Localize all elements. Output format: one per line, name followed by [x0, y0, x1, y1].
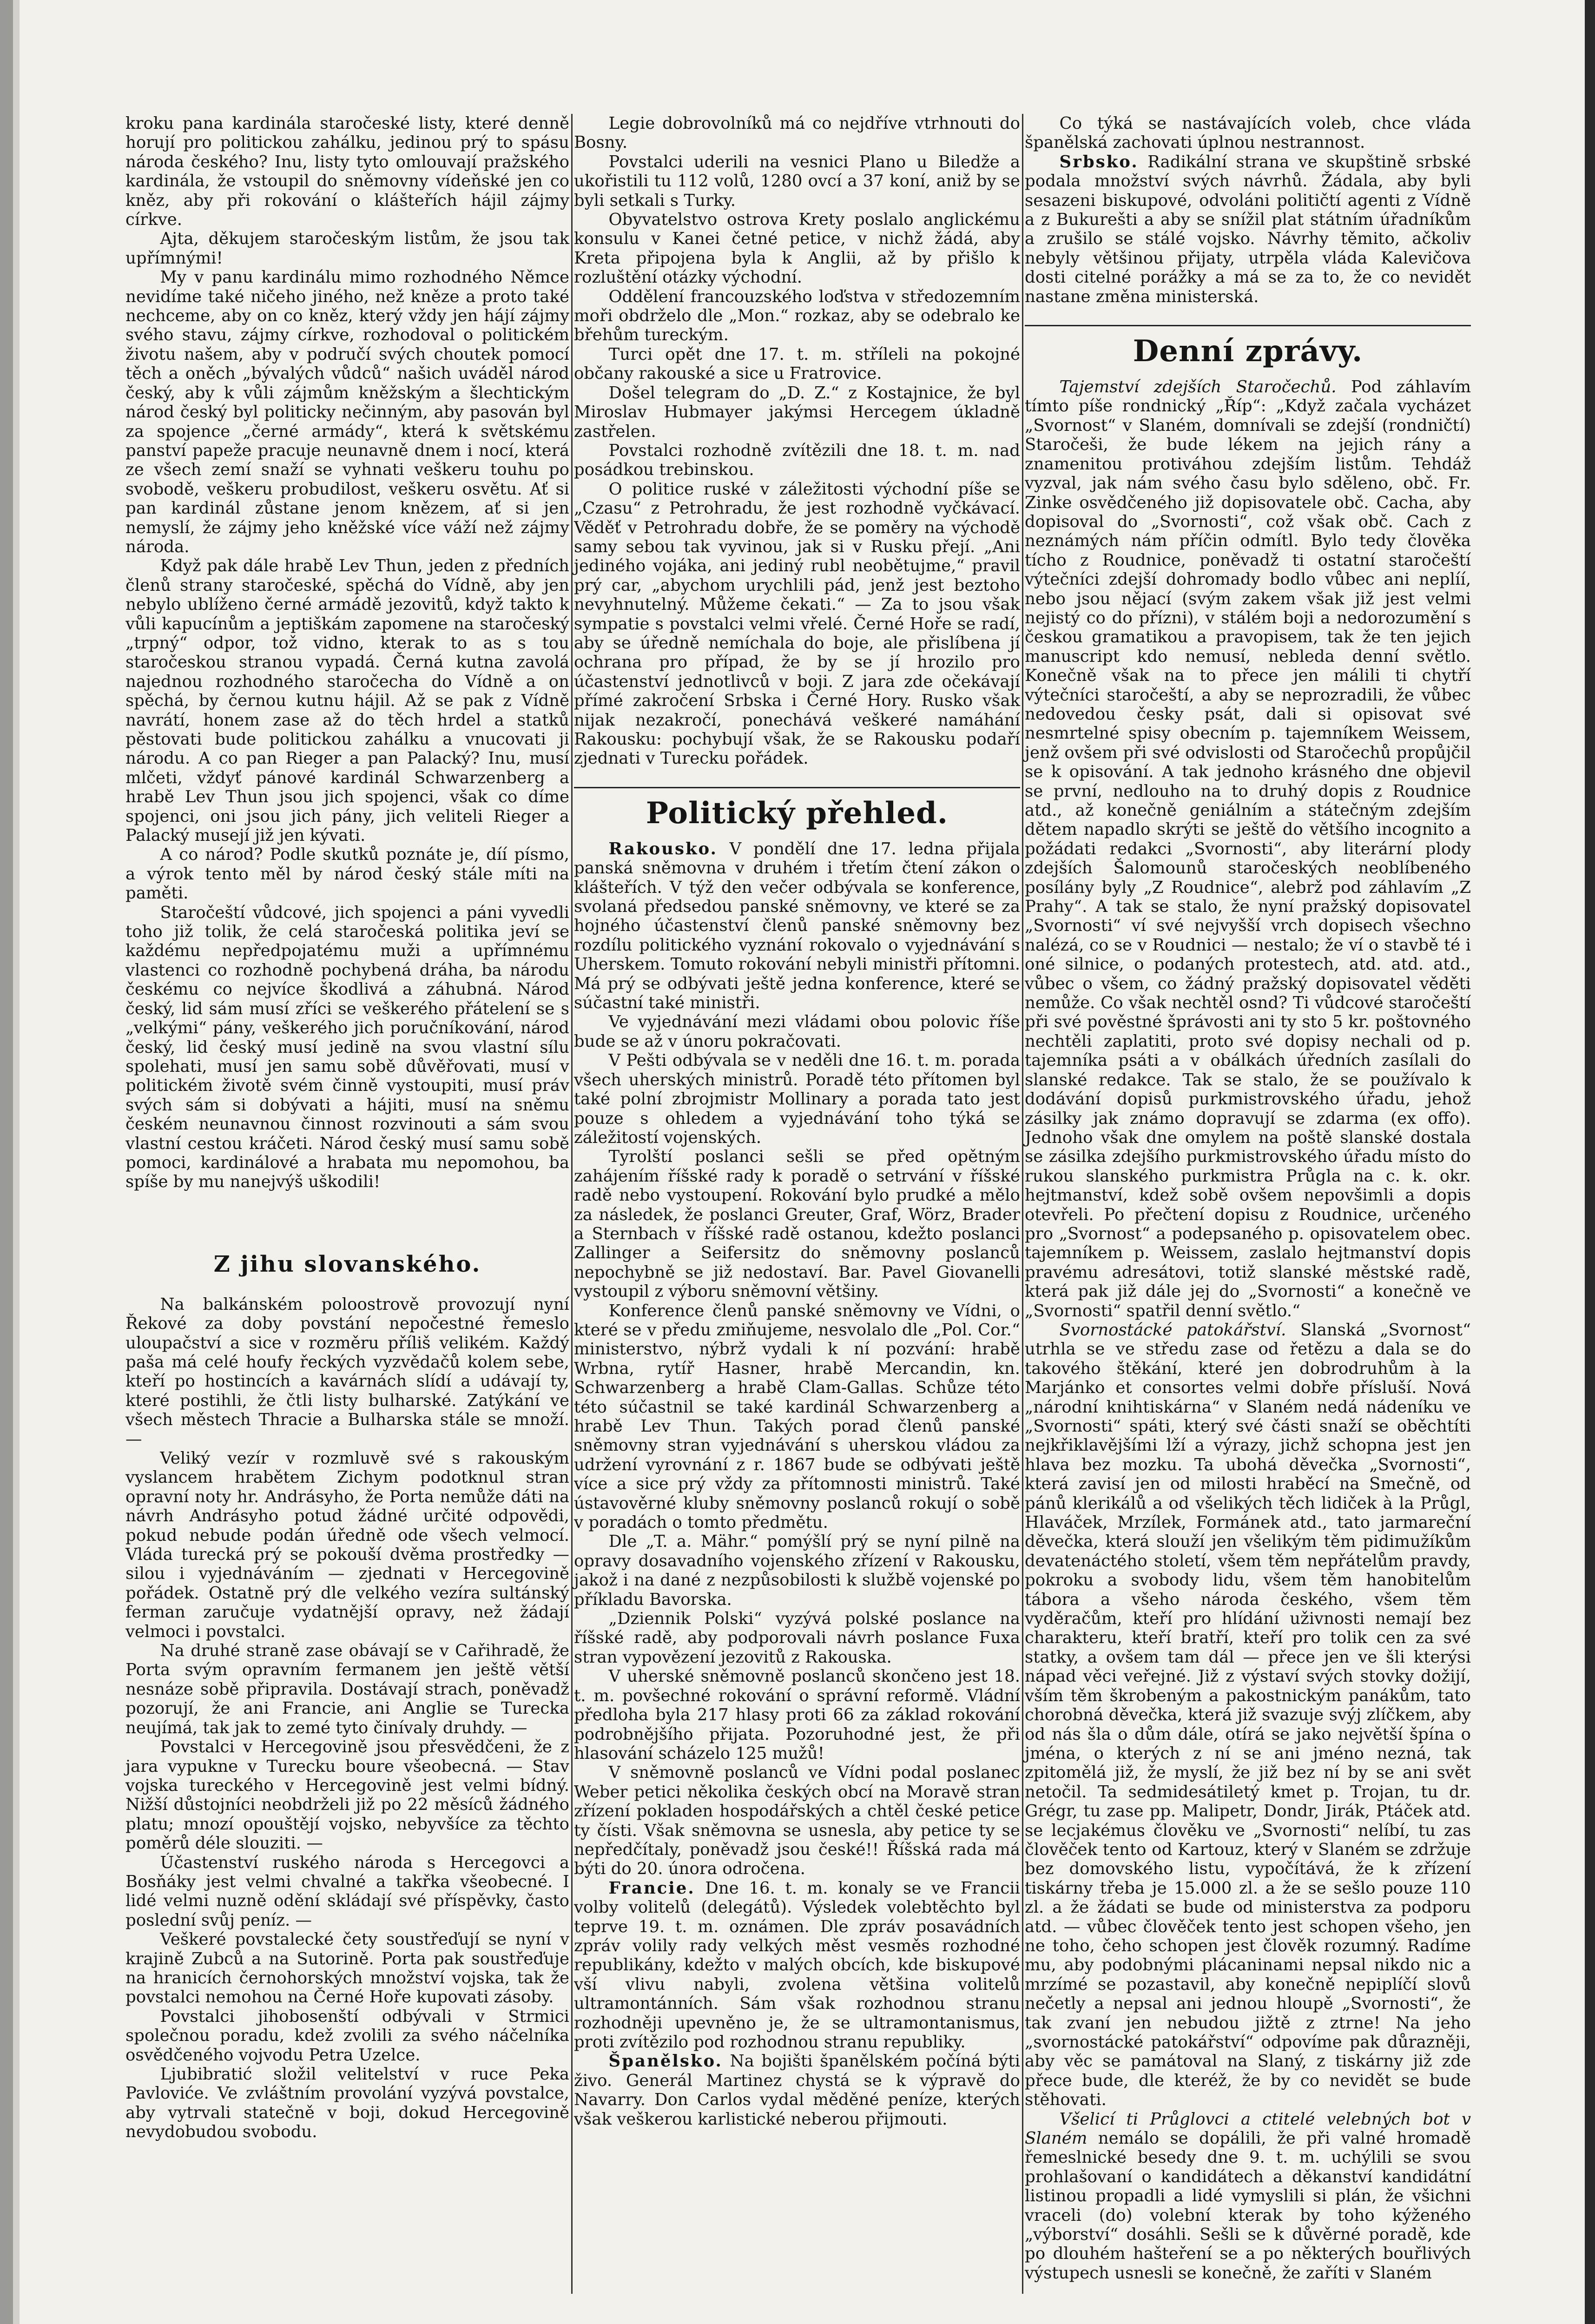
col2-paragraph: Turci opět dne 17. t. m. stříleli na pokojné občany rakouské a sice u Fratrovice.	[574, 344, 1020, 383]
col1-paragraph: My v panu kardinálu mimo rozhodného Němce nevidíme také ničeho jiného, než kněze a proto také nechceme, aby on co kněz, který vždy jen hájí zájmy svého stavu, zájmy církve, rozhodoval o politickém životu našem, aby v područí svých choutek pomocí těch a oněch „bývalých vůdců“ našich uváděl národ český, aby k vůli zájmům kněžským a šlechtickým národ český byl politicky nečinným, aby pasován byl za spojence „černé armády“, která k světskému panství papeže pracuje neunavně dnem i nocí, která ze všech zemí snaží se vyhnati veškeru touhu po svobodě, veškeru probudilost, veškeru osvětu. Ať si pan kardinál zůstane jenom knězem, ať si jen nemyslí, že zájmy jeho kněžské více váží než zájmy národa.	[125, 268, 569, 556]
section-heading-z-jihu: Z jihu slovanského.	[213, 1251, 481, 1277]
col2-paragraph: V uherské sněmovně poslanců skončeno jest 18. t. m. povšechné rokování o správní reformě. Vládní předloha byla 217 hlasy proti 66 za základ rokování podrobnějšího přijata. Pozoruhodné jest, že při hlasování scházelo 125 mužů!	[574, 1667, 1020, 1763]
col1-paragraph: Povstalci v Hercegovině jsou přesvědčeni, že z jara vypukne v Turecku boure všeobecná. — Stav vojska tureckého v Hercegovině jest velmi bídný. Nižší důstojníci neobdrželi již po 22 měsíců žádného platu; mnozí opouštějí vojsko, nebyvšíce za těchto poměrů déle slouziti. —	[125, 1737, 569, 1853]
paragraph-body: Dne 16. t. m. konaly se ve Francii volby volitelů (delegátů). Výsledek volebtěchto byl teprve 19. t. m. oznámen. Dle zpráv posavádních zpráv volily rady velkých měst vesměs rozhodné republikány, kdežto v malých obcích, kde biskupové vší vlivu nabyli, zvolena většina volitelů ultramontánních. Sám však rozhodnou stranu rozhodněji upevněno je, že se ultramontanismus, proti zvítězilo pod rozhodnou stranu republiky.	[574, 1878, 1020, 2052]
col2-paragraph-spanelsko	[574, 2052, 1020, 2129]
article-lead: Všelicí ti Průglovci a ctitelé velebných bot v Slaném	[1025, 2109, 1471, 2148]
col1-paragraph: Staročeští vůdcové, jich spojenci a páni vyvedli toho již tolik, že celá staročeská politika jeví se každému nepředpojatému muži a upřímnému vlastenci co rozhodně pochybená dráha, ba národu českému co nejvíce škodlivá a záhubná. Národ český, lid sám musí zříci se veškerého přátelení se s „velkými“ pány, veškerého jich poručníkování, národ český, lid český musí jedině na svou vlastní sílu spolehati, musí jen samu sobě důvěřovati, musí v politickém životě svém činně vystoupiti, musí práv svých sám si dobývati a hájiti, musí na sněmu českém neunavnou činnost rozvinouti a sám svou vlastní cestou kráčeti. Národ český musí samu sobě pomoci, kardinálové a hrabata mu nepomohou, ba spíše by mu nanejvýš uškodili!	[125, 903, 569, 1192]
col1-paragraph: Povstalci jihobosenští odbývali v Strmici společnou poradu, kdež zvolili za svého náčelníka osvědčeného vojvodu Petra Uzelce.	[125, 2007, 569, 2065]
paragraph-body: V pondělí dne 17. ledna přijala panská sněmovna v druhém i třetím čtení zákon o klášteřích. V týž den večer odbývala se konference, svolaná předsedou panské sněmovny, ve které se za hojného účastenství členů panské sněmovny bez rozdílu politického vyznání rokovalo o vyjednávání s Uherskem. Tomuto rokování nebyli ministři přítomni. Má prý se odbývati ještě jedna konference, které se súčastní také ministři.	[574, 839, 1020, 1013]
column-2	[574, 114, 1020, 2129]
country-lead-francie: Francie.	[608, 1878, 695, 1898]
article-lead: Svornostácké patokářství.	[1059, 1320, 1286, 1340]
country-lead-spanelsko: Španělsko.	[608, 2052, 723, 2071]
column-3	[1025, 114, 1471, 2283]
col1-paragraph: Na druhé straně zase obávají se v Cařihradě, že Porta svým opravním fermanem jen ještě větší nesnáze sobě připravila. Dostávají strach, poněvadž pozorují, že ani Francie, ani Anglie se Turecka neujímá, tak jak to zemé tyto činívaly druhdy. —	[125, 1641, 569, 1737]
article-lead: Tajemství zdejších Staročechů.	[1059, 377, 1337, 397]
col2-paragraph: Tyrolští poslanci sešli se před opětným zahájením říšské rady k poradě o setrvání v říšské radě nebo vystoupení. Rokování bylo prudké a mělo za následek, že poslanci Greuter, Graf, Wörz, Brader a Sternbach v říšské radě ostanou, kdežto poslanci Zallinger a Seifersitz do sněmovny poslanců nepochybně se již nedostaví. Bar. Pavel Giovanelli vystoupil z výboru sněmovní většiny.	[574, 1147, 1020, 1301]
col1-paragraph: Účastenství ruského národa s Hercegovci a Bosňáky jest velmi chvalné a takřka všeobecné. I lidé velmi nuzně odění skládají své příspěvky, často poslední svůj peníz. —	[125, 1853, 569, 1930]
country-lead-rakousko: Rakousko.	[608, 839, 718, 858]
scan-edge-left-inner	[13, 0, 20, 2324]
col2-paragraph: Obyvatelstvo ostrova Krety poslalo anglickému konsulu v Kanei četné petice, v nichž žádá, aby Kreta připojena byla k Anglii, až by přišlo k rozluštění otázky východní.	[574, 210, 1020, 287]
scan-edge-right	[1585, 0, 1595, 2324]
col1-paragraph: Ljubibratić složil velitelství v ruce Peka Pavloviće. Ve zvláštním provolání vyzývá povstalce, aby vytrvali statečně v boji, dokud Hercegovině nevydobudou svobodu.	[125, 2065, 569, 2142]
col3-paragraph: Co týká se nastávajících voleb, chce vláda španělská zachovati úplnou nestrannost.	[1025, 114, 1471, 152]
col2-paragraph-rakousko	[574, 839, 1020, 1013]
col2-paragraph-francie	[574, 1879, 1020, 2052]
column-rule-2	[1022, 114, 1023, 2294]
col2-paragraph: O politice ruské v záležitosti východní píše se „Czasu“ z Petrohradu, že jest rozhodně vyčkávací. Věděť v Petrohradu dobře, že se poměry na východě samy sebou tak vyvinou, jak si v Rusku přejí. „Ani jediného vojáka, ani jediný rubl neobětujme,“ pravil prý car, „abychom urychlili pád, jenž jest beztoho nevyhnutelný. Můžeme čekati.“ — Za to jsou však sympatie s povstalci velmi vřelé. Černé Hoře se radí, aby se úředně nemíchala do boje, ale přislíbena jí ochrana pro případ, že by se jí hrozilo pro účastenství jednotlivců v boji. Z jara zde očekávají přímé zakročení Srbska i Černé Hory. Rusko však nijak nezakročí, ponechává veškeré namáhání Rakousku: pochybují však, že se Rakousku podaří zjednati v Turecku pořádek.	[574, 479, 1020, 768]
column-rule-1	[571, 114, 573, 2294]
col3-paragraph	[1025, 2110, 1471, 2283]
column-1	[125, 114, 569, 2142]
col1-paragraph: Když pak dále hrabě Lev Thun, jeden z předních členů strany staročeské, spěchá do Vídně, aby jen nebylo ublíženo černé armádě jezovitů, když takto k vůli kapucínům a jeptiškám zapomene na staročeský „trpný“ odpor, tož vidno, kterak to as s tou staročeskou stranou vypadá. Černá kutna zavolá najednou rozhodného staročecha do Vídně a on spěchá, by černou kutnu hájil. Až se pak z Vídně navrátí, honem zase až do těch hrdel a statků pěstovati bude politickou zahálku a vnucovati ji národu. A co pan Rieger a pan Palacký? Inu, musí mlčeti, vždyť pánové kardinál Schwarzenberg a hrabě Lev Thun jsou jich spojenci, však co díme spojenci, oni jsou jich pány, jich veliteli Rieger a Palacký musejí již jen kývati.	[125, 556, 569, 845]
col1-paragraph: A co národ? Podle skutků poznáte je, díí písmo, a výrok tento měl by národ český stále míti na paměti.	[125, 845, 569, 903]
col2-paragraph: Oddělení francouzského loďstva v středozemním moři obdrželo dle „Mon.“ rozkaz, aby se odebralo ke břehům tureckým.	[574, 287, 1020, 345]
col2-paragraph: Povstalci rozhodně zvítězili dne 18. t. m. nad posádkou trebinskou.	[574, 441, 1020, 480]
section-heading-politicky-prehled: Politický přehled.	[646, 795, 949, 831]
col2-paragraph: V Pešti odbývala se v neděli dne 16. t. m. porada všech uherských ministrů. Poradě této přítomen byl také polní zbrojmistr Mollinary a porada tato jest pouze s ohledem a vyjednávání toho týká se záležitostí vojenských.	[574, 1051, 1020, 1147]
country-lead-srbsko: Srbsko.	[1059, 152, 1139, 172]
col3-paragraph	[1025, 1320, 1471, 2110]
paragraph-body: nemálo se dopálili, že při valné hromadě řemeslnické besedy dne 9. t. m. uchýlili se svou prohlašovaní o kandidátech a děkanství kandidátní listinou propadli a lidé vymyslili si plán, že všichni vraceli (do) volební kterak by toho kýženého „výborství“ dosáhli. Sešli se k důvěrné poradě, kde po dlouhém hašteření se a po některých bouřlivých výstupech usnesli se konečně, že zaříti v Slaném	[1025, 2129, 1471, 2283]
col1-paragraph: Veškeré povstalecké čety soustřeďují se nyní v krajině Zubců a na Sutorině. Porta pak soustřeďuje na hranicích černohorských množství vojska, tak že povstalci nemohou na Černé Hoře kupovati zásoby.	[125, 1930, 569, 2007]
col2-paragraph: Legie dobrovolníků má co nejdříve vtrhnouti do Bosny.	[574, 114, 1020, 152]
col3-paragraph-srbsko	[1025, 152, 1471, 306]
col2-paragraph: Konference členů panské sněmovny ve Vídni, o které se v předu zmiňujeme, nesvolalo dle „Pol. Cor.“ ministerstvo, nýbrž vydali k ní pozvání: hrabě Wrbna, rytíř Hasner, hrabě Mercandin, kn. Schwarzenberg a hrabě Clam-Gallas. Schůze této této súčastnil se také kardinál Schwarzenberg a hrabě Lev Thun. Takých porad členů panské sněmovny stran vyjednávání s uherskou vládou za udržení vyrovnání z r. 1867 bude se odbývati ještě více a sice prý vždy za přítomnosti ministrů. Také ústavověrné kluby sněmovny poslanců rokují o sobě v poradách o tomto předmětu.	[574, 1301, 1020, 1532]
scan-edge-left	[0, 0, 13, 2324]
col2-paragraph: Ve vyjednávání mezi vládami obou polovic říše bude se až v únoru pokračovati.	[574, 1012, 1020, 1051]
paragraph-body: Pod záhlavím tímto píše rondnický „Říp“: „Když začala vycházet „Svornost“ v Slaném, domnívali se zdejší (rondničtí) Staročeši, že bude lékem na jejich rány a znamenitou protiváhou zdejším listům. Tehdáž vyzval, jak nám svého času bylo sděleno, obč. Fr. Zinke osvědčeného již dopisovatele obč. Cacha, aby dopisoval do „Svornosti“, což však obč. Cach z neznámých nám příčin odmítl. Bylo tedy člověka tícho z Roudnice, poněvadž ti ostatní staročeští výtečníci zdejší dohromady bodlo vůbec ani neplíí, nebo jsou nějací (svým zakem však již jest velmi nejistý co do přízni), v stálém boji a nedorozumění s českou gramatikou a pravopisem, tak že ten jejich manuscript kdo nemusí, nebleda denní světlo. Konečně však na to přece jen málili ti chytří výtečníci staročeští, a aby se neprozradili, že vůbec nedovedou česky psát, dali si opisovat své nesmrtelné spisy obecním p. tajemníkem Weissem, jenž ovšem při své odvislosti od Staročechů propůjčil se k opisování. A tak jednoho krásného dne objevil se první, nedlouho na to druhý dopis z Roudnice atd., až konečně geniálním a státečným zdejším dětem napadlo skrýti se ještě do většího incognito a požádati redakci „Svornosti“, aby literární plody zdejších Šalomounů staročeských neoblíbeného posílány byly „Z Roudnice“, alebrž pod záhlavím „Z Prahy“. A tak se stalo, že nyní pražský dopisovatel „Svornosti“ ví své nejvyšší vrch dopisech všechno nalézá, co se v Roudnici — nestalo; že ví o stavbě té i oné silnice, o podaných protestech, atd. atd. atd., vůbec o všem, co žádný pražský dopisovatel věděti nemůže. Co však nechtěl osnd? Ti vůdcové staročeští při své pověstné šprávosti ani ty sto 5 kr. poštovného nechtěli zaplatiti, proto své dopisy nechali od p. tajemníka psáti a v obálkách úředních zasílali do slanské redakce. Tak se stalo, že se používalo k dodávání dopisů purkmistrovského úřadu, jehož zásilky jak známo dopravují se zdarma (ex offo). Jednoho však dne omylem na poště slanské dostala se zásilka zdejšího purkmistrovského úřadu místo do rukou slanského purkmistra Průgla na c. k. okr. hejtmanství, kdež sobě ovšem nepovšimli a dopis otevřeli. Po přečtení dopisu z Roudnice, určeného pro „Svornost“ a podepsaného p. opisovatelem obec. tajemníkem p. Weissem, zaslalo hejtmanství dopis pravému adresátovi, totiž slanské městské radě, která pak již dále jej do „Svornosti“ a konečně ve „Svornosti“ spatřil denní světlo.“	[1025, 377, 1471, 1320]
section-heading-denni-zpravy: Denní zprávy.	[1133, 334, 1363, 369]
paragraph-body: Slanská „Svornost“ utrhla se ve středu zase od řetězu a dala se do takového štěkání, které jen dobrodruhům à la Marjánko et consortes velmi dobře přísluší. Nová „národní knihtiskárna“ v Slaném nedá nádeníku ve „Svornosti“ spáti, který své části snaží se oběchtíti nejkřiklavějšími lží a výrazy, jichž schopna jest jen hlava bez mozku. Ta ubohá děvečka „Svornosti“, která zavisí jen od milosti hraběcí na Smečně, od pánů klerikálů a od všelikých těch lidiček à la Průgl, Hlaváček, Mrzílek, Formánek atd., tato jarmareční děvečka, která slouží jen všelikým těm pidimužíkům devatenáctého století, všem těm nepřátelům pravdy, pokroku a svobody lidu, všem těm hanobitelům tábora a všeho národa českého, všem těm vyděračům, kteří pro hlídání uživnosti nemají bez charakteru, kteří bratří, kteří pro tolik cen za své statky, a ovšem tam dál — přece jen ve šli kterýsi nápad věci veřejné. Již z výstaví svých stovky dožijí, vším těm škrobeným a pakostnickým panákům, tato chorobná děvečka, která již svazuje svýj zlíčkem, aby od nás šla o dům dále, otírá se jako největší špína o jména, o kterých z ní se ani jméno nezná, tak zpitomělá již, že myslí, že již bez ní by se ani svět netočil. Ta sedmidesátiletý kmet p. Trojan, tu dr. Grégr, tu zase pp. Malipetr, Dondr, Jirák, Ptáček atd. se lecjakémus člověku ve „Svornosti“ nelíbí, tu zas člověček tento od Kartouz, který v Slaném se zdržuje bez domovského listu, vypočítává, že k zřízení tiskárny třeba je 15.000 zl. a že se sešlo pouze 110 zl. a že žádati se bude od ministerstva za podporu atd. — vůbec člověček tento jest schopen všeho, jen ne toho, čeho schopen jest člověk rozumný. Radíme mu, aby podobnými plácaninami nepsal nikdo nic a mrzímé se pozastavil, aby konečně nepiplíčí slovů nečetly a nepsal ani jednou hloupě „Svornosti“, že tak zvaní jen nebudou jižtě z ztrne! Na jeho „svornostácké patokářství“ odpovíme pak důrazněji, aby věc se památoval na Slaný, z tiskárny již zde přece bude, dle kteréž, že by co nevidět se bude stěhovati.	[1025, 1320, 1471, 2110]
col2-paragraph: Došel telegram do „D. Z.“ z Kostajnice, že byl Miroslav Hubmayer jakýmsi Hercegem úkladně zastřelen.	[574, 383, 1020, 441]
paragraph-body: Na bojišti španělském počíná býti živo. Generál Martinez chystá se k výpravě do Navarry. Don Carlos vydal měděné peníze, kterých však veškerou karlistické neberou přijmouti.	[574, 2052, 1020, 2129]
col1-paragraph: Na balkánském poloostrově provozují nyní Řekové za doby povstání nepočestné řemeslo uloupačství a sice v rozměru příliš velikém. Každý paša má celé houfy řeckých vyzvědačů kolem sebe, kteří po hostincích a kavárnách slídí a udávají ty, které postihli, že čtli listy bulharské. Zatýkání ve všech městech Thracie a Bulharska stále se množí. —	[125, 1294, 569, 1449]
col2-paragraph: V sněmovně poslanců ve Vídni podal poslanec Weber petici několika českých obcí na Moravě stran zřízení pokladen hospodářských a chtěl české petice ty čísti. Však sněmovna se usnesla, aby petice ty se nepředčítaly, poněvadž jsou české!! Říšská rada má býti do 20. února odročena.	[574, 1763, 1020, 1879]
col2-paragraph: Povstalci uderili na vesnici Plano u Biledže a ukořistili tu 112 volů, 1280 ovcí a 37 koní, aniž by se byli setkali s Turky.	[574, 152, 1020, 210]
section-divider	[1025, 325, 1471, 326]
section-divider	[574, 787, 1020, 788]
col1-paragraph: Veliký vezír v rozmluvě své s rakouským vyslancem hrabětem Zichym podotknul stran opravní noty hr. Andrásyho, že Porta nemůže dáti na návrh Andrásyho potud žádné určité odpovědi, pokud nebude podán úředně ode všech velmocí. Vláda turecká prý se pokouší dvěma prostředky — silou i vyjednáváním — zjednati v Hercegovině pořádek. Ostatně prý dle velkého vezíra sultánský ferman zaručuje vydatnější opravy, než žádají velmoci i povstalci.	[125, 1449, 569, 1641]
col2-paragraph: Dle „T. a. Mähr.“ pomýšlí prý se nyní pilně na opravy dosavadního vojenského zřízení v Rakousku, jakož i na dané z nezpůsobilosti k službě vojenské po příkladu Bavorska.	[574, 1532, 1020, 1609]
col1-paragraph: kroku pana kardinála staročeské listy, které denně horují pro politickou zahálku, jedinou prý to spásu národa českého? Inu, listy tyto omlouvají pražského kardinála, že vstoupil do sněmovny vídeňské jen co kněz, aby při rokování o klášteřích hájil zájmy církve.	[125, 114, 569, 230]
col2-paragraph: „Dziennik Polski“ vyzývá polské poslance na říšské radě, aby podporovali návrh poslance Fuxa stran vypovězení jezovitů z Rakouska.	[574, 1609, 1020, 1667]
paragraph-body: Radikální strana ve skupštině srbské podala množství svých návrhů. Žádala, aby byli sesazeni biskupové, odvoláni političtí agenti z Vídně a z Bukurešti a aby se snížil plat státním úřadníkům a zrušilo se stálé vojsko. Návrhy těmito, ačkoliv nebyly většinou přijaty, utrpěla vláda Kalevičova dosti citelné porážky a má se za to, že co nevidět nastane změna ministerská.	[1025, 152, 1471, 306]
col1-paragraph: Ajta, děkujem staročeským listům, že jsou tak upřímnými!	[125, 229, 569, 268]
col3-paragraph	[1025, 377, 1471, 1320]
